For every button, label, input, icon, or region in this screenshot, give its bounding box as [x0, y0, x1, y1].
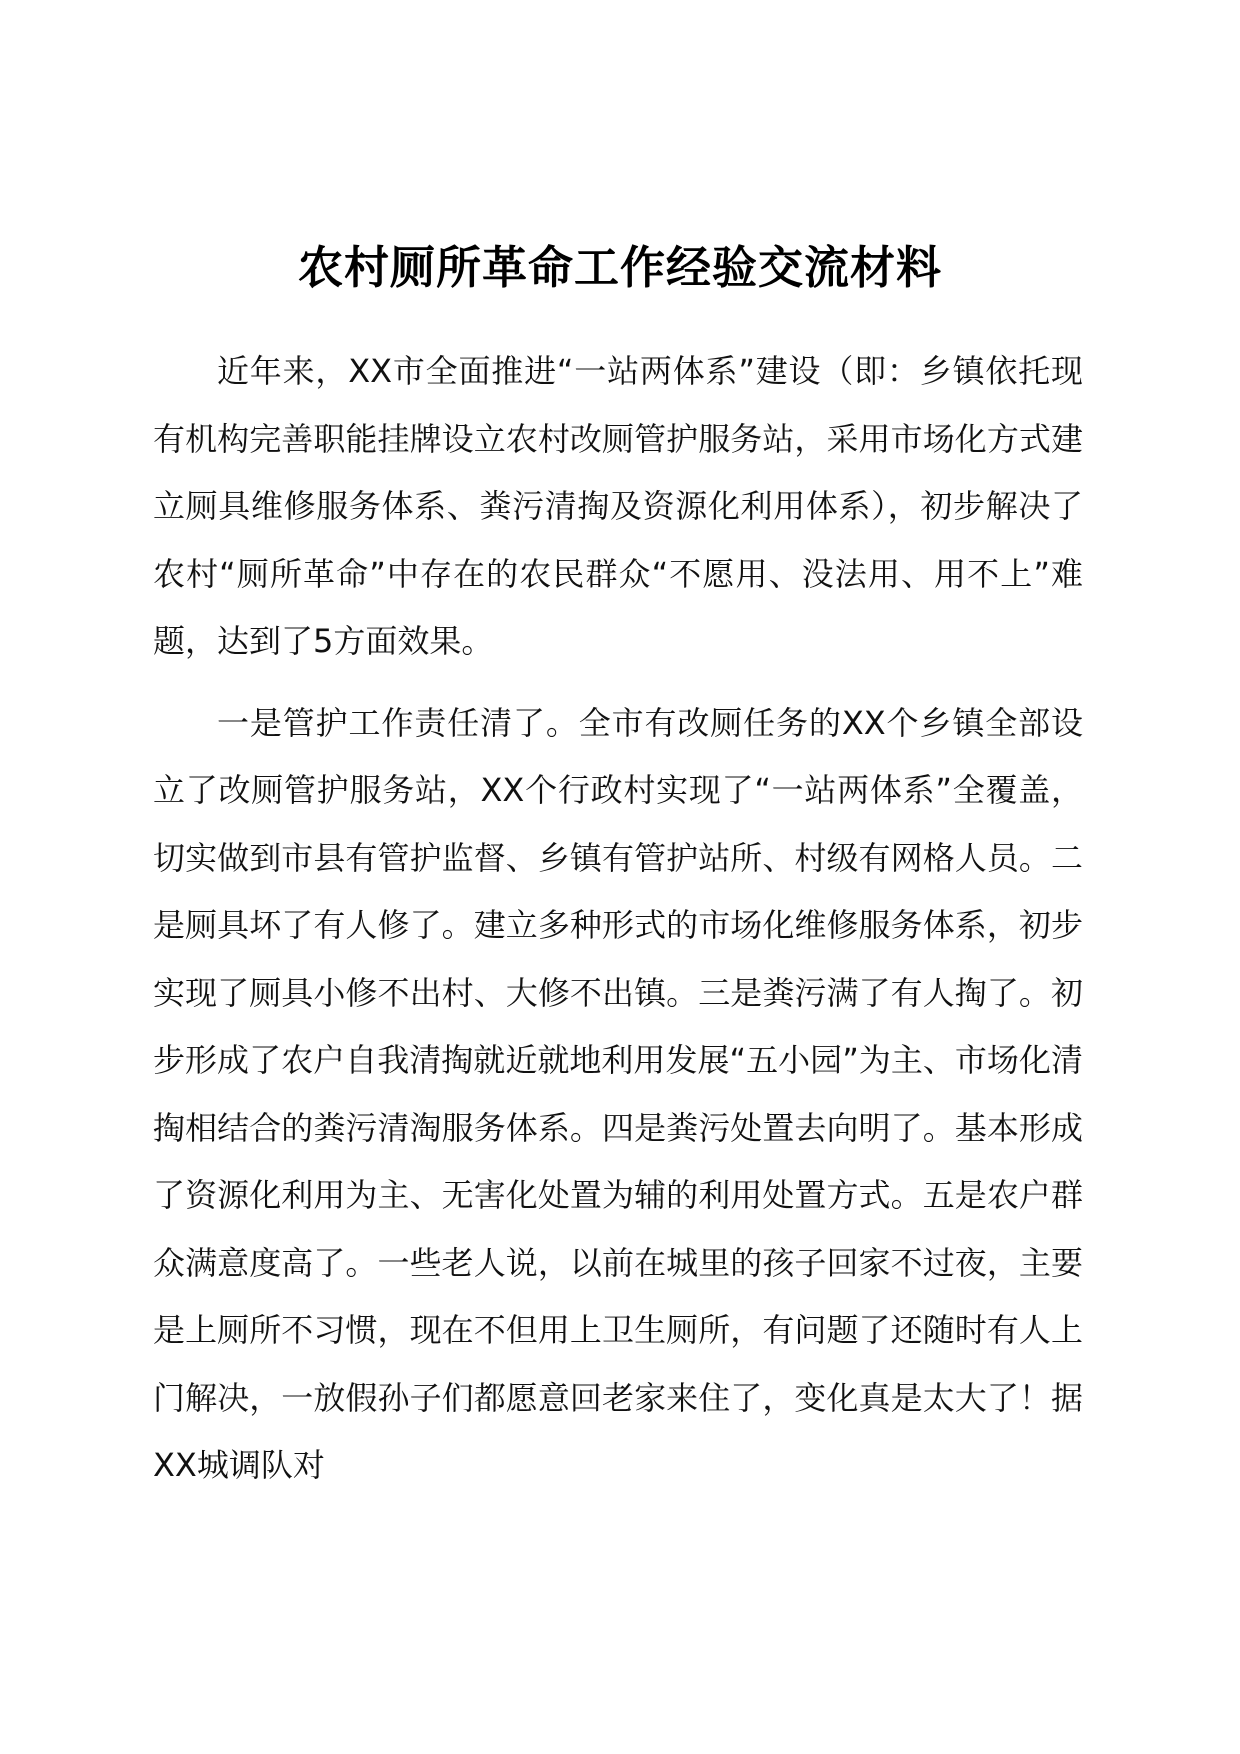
document-body — [153, 338, 1083, 1500]
document-title: 农村厕所革命工作经验交流材料 — [297, 241, 942, 294]
paragraph-effects: 一是管护工作责任清了。全市有改厕任务的XX个乡镇全部设立了改厕管护服务站，XX个行政村实现了“一站两体系”全覆盖，切实做到市县有管护监督、乡镇有管护站所、村级有网格人员。二是厕具坏了有人修了。建立多种形式的市场化维修服务体系，初步实现了厕具小修不出村、大修不出镇。三是粪污满了有人掏了。初步形成了农户自我清掏就近就地利用发展“五小园”为主、市场化清掏相结合的粪污清淘服务体系。四是粪污处置去向明了。基本形成了资源化利用为主、无害化处置为辅的利用处置方式。五是农户群众满意度高了。一些老人说，以前在城里的孩子回家不过夜，主要是上厕所不习惯，现在不但用上卫生厕所，有问题了还随时有人上门解决，一放假孙子们都愿意回老家来住了，变化真是太大了！据XX城调队对 — [153, 703, 1083, 1484]
paragraph-intro: 近年来，XX市全面推进“一站两体系”建设（即：乡镇依托现有机构完善职能挂牌设立农村改厕管护服务站，采用市场化方式建立厕具维修服务体系、粪污清掏及资源化利用体系），初步解决了农村“厕所革命”中存在的农民群众“不愿用、没法用、用不上”难题，达到了5方面效果。 — [153, 352, 1083, 660]
